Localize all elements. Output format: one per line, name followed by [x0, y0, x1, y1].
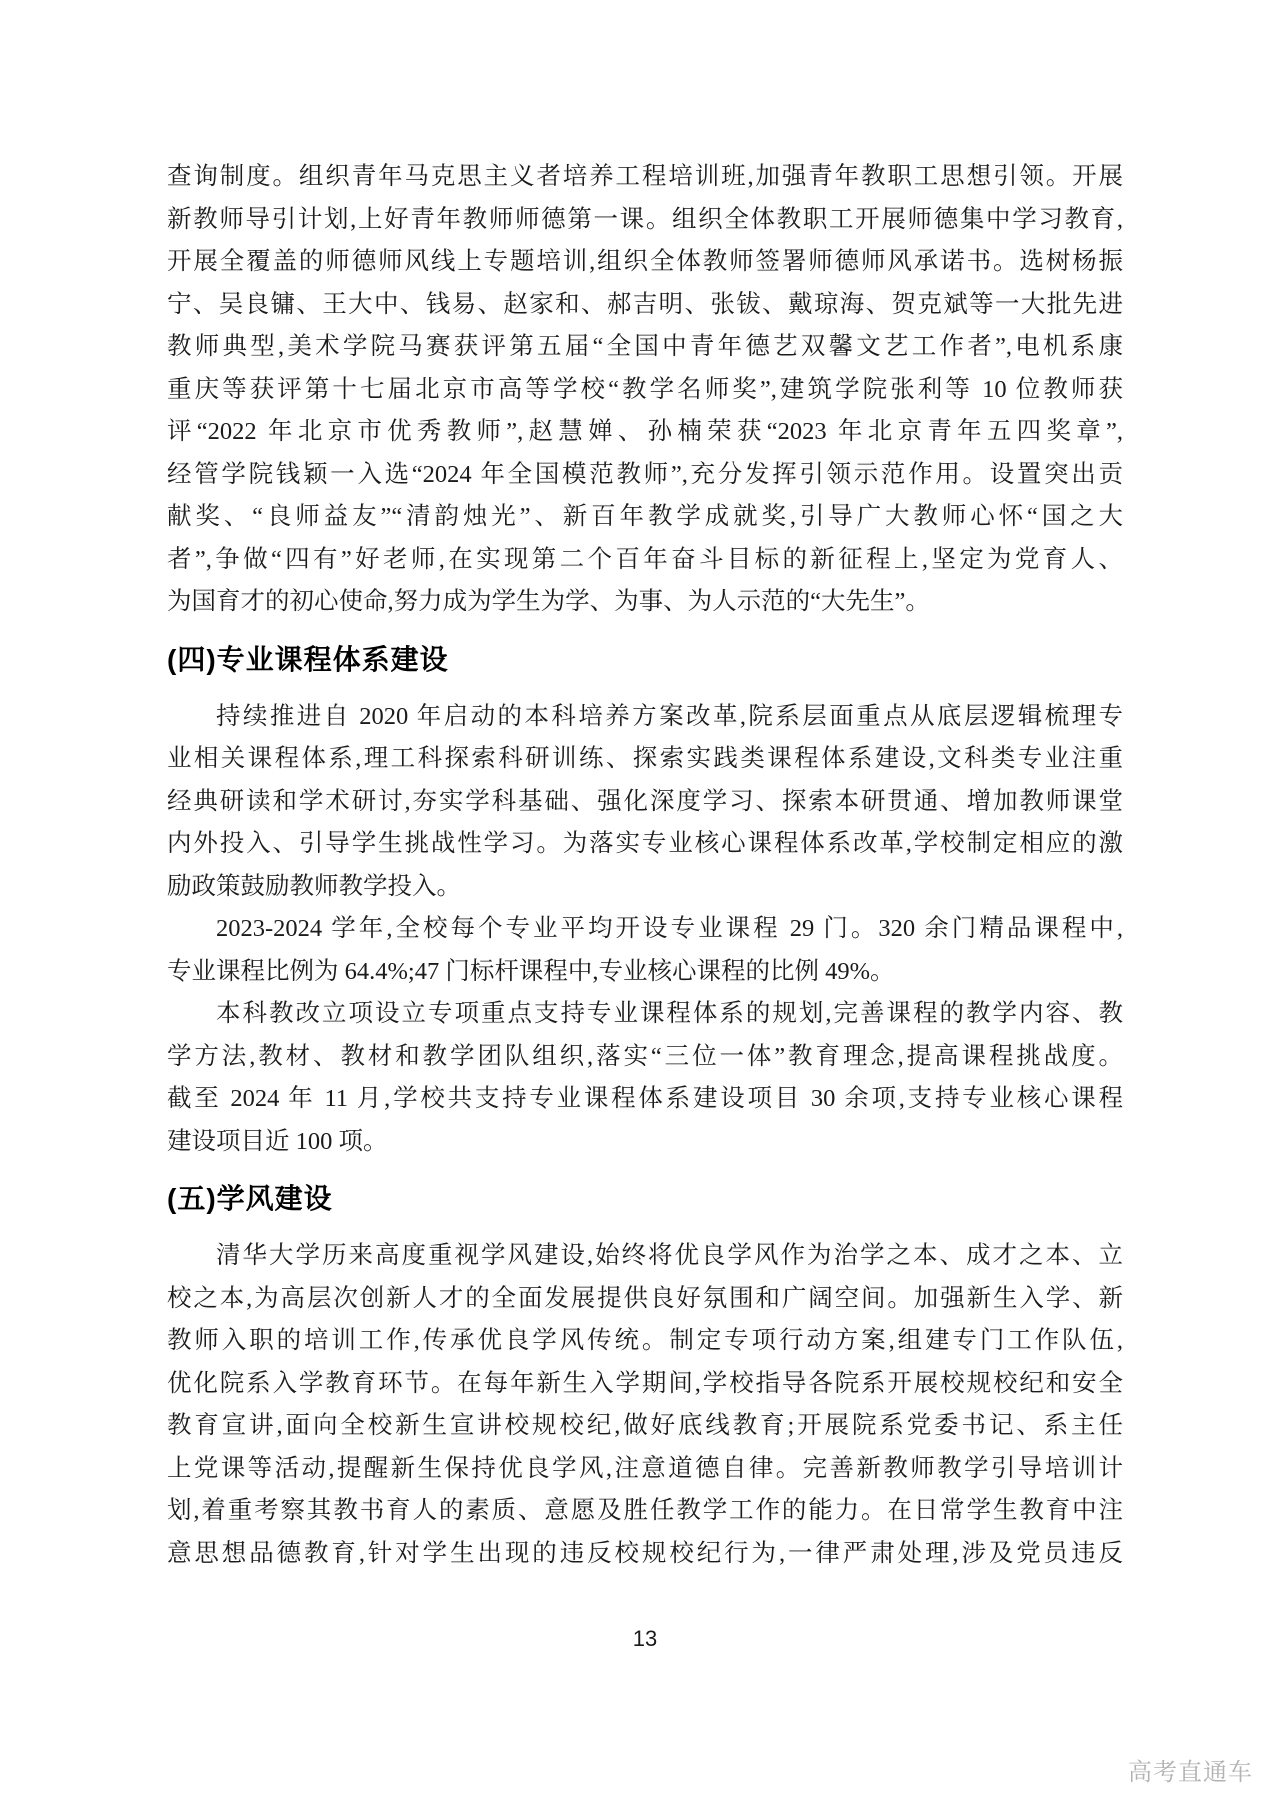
text-line: 经典研读和学术研讨,夯实学科基础、强化深度学习、探索本研贯通、增加教师课堂 — [167, 787, 1123, 815]
text-line: 优化院系入学教育环节。在每年新生入学期间,学校指导各院系开展校规校纪和安全 — [167, 1369, 1123, 1397]
text-line: 专业课程比例为 64.4%;47 门标杆课程中,专业核心课程的比例 49%。 — [167, 957, 895, 985]
text-line: 建设项目近 100 项。 — [167, 1127, 388, 1155]
paragraph-course-statistics — [167, 908, 1123, 993]
text-line: 教师入职的培训工作,传承优良学风传统。制定专项行动方案,组建专门工作队伍, — [167, 1327, 1123, 1354]
text-line: 教师典型,美术学院马赛获评第五届“全国中青年德艺双馨文艺工作者”,电机系康 — [167, 333, 1123, 360]
text-line: 内外投入、引导学生挑战性学习。为落实专业核心课程体系改革,学校制定相应的激 — [167, 830, 1123, 857]
text-line: 校之本,为高层次创新人才的全面发展提供良好氛围和广阔空间。加强新生入学、新 — [167, 1284, 1123, 1312]
text-line: 重庆等获评第十七届北京市高等学校“教学名师奖”,建筑学院张利等 10 位教师获 — [167, 375, 1123, 403]
text-line: 者”,争做“四有”好老师,在实现第二个百年奋斗目标的新征程上,坚定为党育人、 — [167, 545, 1123, 573]
text-line: 开展全覆盖的师德师风线上专题培训,组织全体教师签署师德师风承诺书。选树杨振 — [167, 248, 1123, 275]
text-line: 划,着重考察其教书育人的素质、意愿及胜任教学工作的能力。在日常学生教育中注 — [167, 1497, 1123, 1524]
text-line: 献奖、“良师益友”“清韵烛光”、新百年教学成就奖,引导广大教师心怀“国之大 — [167, 503, 1123, 530]
text-line: 学方法,教材、教材和教学团队组织,落实“三位一体”教育理念,提高课程挑战度。 — [167, 1042, 1123, 1070]
text-line: 励政策鼓励教师教学投入。 — [167, 872, 461, 900]
paragraph-teaching-reform-projects — [167, 993, 1123, 1163]
text-line: 查询制度。组织青年马克思主义者培养工程培训班,加强青年教职工思想引领。开展 — [167, 163, 1123, 190]
section-heading-study-style: (五)学风建设 — [167, 1183, 333, 1214]
text-line: 2023-2024 学年,全校每个专业平均开设专业课程 29 门。320 余门精品课程中, — [216, 915, 1123, 942]
text-line: 业相关课程体系,理工科探索科研训练、探索实践类课程体系建设,文科类专业注重 — [167, 745, 1123, 772]
page-body — [167, 156, 1123, 1575]
text-line: 截至 2024 年 11 月,学校共支持专业课程体系建设项目 30 余项,支持专业核心课程 — [167, 1085, 1123, 1112]
text-line: 经管学院钱颖一入选“2024 年全国模范教师”,充分发挥引领示范作用。设置突出贡 — [167, 460, 1123, 488]
text-line: 意思想品德教育,针对学生出现的违反校规校纪行为,一律严肃处理,涉及党员违反 — [167, 1539, 1123, 1567]
text-line: 新教师导引计划,上好青年教师师德第一课。组织全体教职工开展师德集中学习教育, — [167, 205, 1123, 233]
watermark-text: 高考直通车 — [1128, 1759, 1253, 1786]
text-line: 为国育才的初心使命,努力成为学生为学、为事、为人示范的“大先生”。 — [167, 588, 930, 615]
page-number: 13 — [632, 1626, 658, 1651]
text-line: 上党课等活动,提醒新生保持优良学风,注意道德自律。完善新教师教学引导培训计 — [167, 1454, 1123, 1482]
text-line: 评“2022 年北京市优秀教师”,赵慧婵、孙楠荣获“2023 年北京青年五四奖章”, — [167, 418, 1123, 445]
paragraph-study-style — [167, 1235, 1123, 1575]
paragraph-curriculum-reform — [167, 696, 1123, 909]
text-line: 教育宣讲,面向全校新生宣讲校规校纪,做好底线教育;开展院系党委书记、系主任 — [167, 1412, 1123, 1439]
text-line: 宁、吴良镛、王大中、钱易、赵家和、郝吉明、张钹、戴琼海、贺克斌等一大批先进 — [167, 290, 1123, 318]
paragraph-teacher-ethics — [167, 156, 1123, 624]
text-line: 清华大学历来高度重视学风建设,始终将优良学风作为治学之本、成才之本、立 — [216, 1242, 1123, 1269]
text-line: 持续推进自 2020 年启动的本科培养方案改革,院系层面重点从底层逻辑梳理专 — [216, 702, 1123, 730]
section-heading-curriculum-system: (四)专业课程体系建设 — [167, 643, 449, 675]
text-line: 本科教改立项设立专项重点支持专业课程体系的规划,完善课程的教学内容、教 — [216, 1000, 1123, 1027]
